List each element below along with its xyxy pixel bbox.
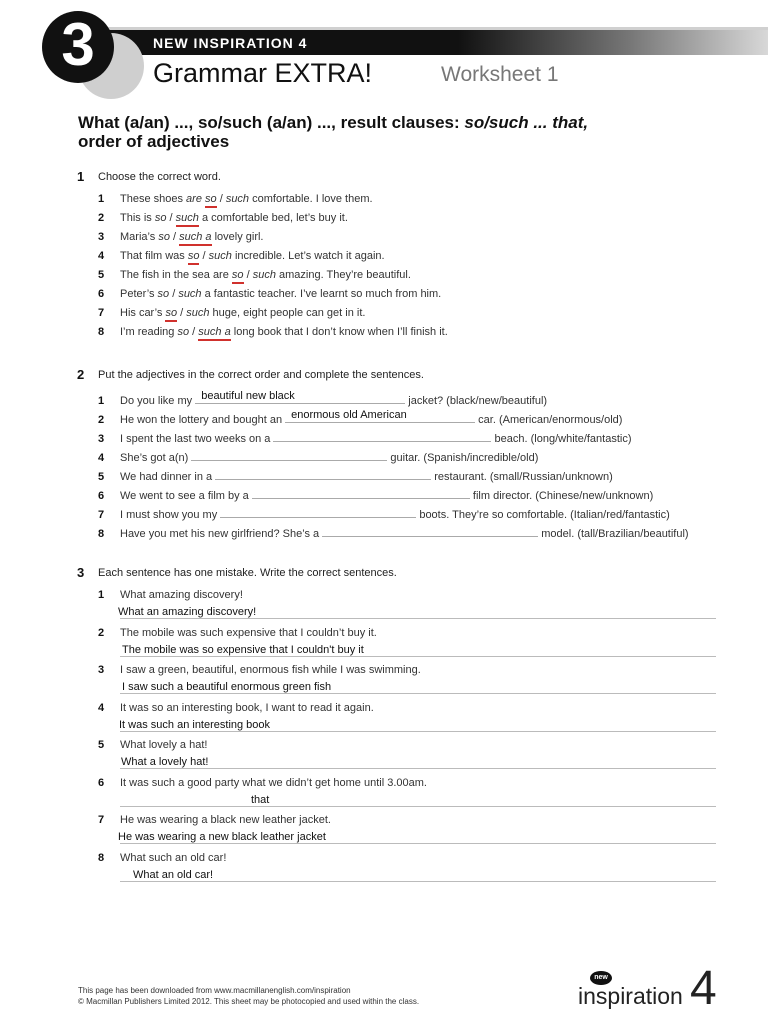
- item-number: 7: [98, 307, 105, 319]
- ex2-item: [98, 448, 538, 464]
- item-number: 7: [98, 814, 105, 826]
- ex1-item: [98, 288, 441, 300]
- option-separator: /: [169, 288, 179, 300]
- option-separator: /: [177, 307, 187, 319]
- exercise-2-number: 2: [77, 367, 85, 382]
- item-number: 5: [98, 269, 105, 281]
- ex1-item: [98, 250, 385, 262]
- option-b[interactable]: such: [186, 307, 210, 319]
- topic-part3: order of adjectives: [78, 132, 230, 151]
- handwritten-answer: enormous old American: [291, 409, 407, 421]
- answer-line[interactable]: [120, 768, 716, 769]
- unit-number: 3: [61, 11, 95, 78]
- ex1-item: [98, 307, 365, 319]
- item-text-after: guitar. (Spanish/incredible/old): [387, 452, 539, 464]
- worksheet-label: Worksheet 1: [441, 63, 559, 86]
- exercise-3-instruction: Each sentence has one mistake. Write the correct sentences.: [98, 567, 397, 579]
- inspiration-logo: [578, 962, 728, 1015]
- series-name: NEW INSPIRATION 4: [153, 35, 308, 51]
- answer-line[interactable]: [120, 618, 716, 619]
- option-b[interactable]: such: [176, 212, 199, 227]
- ex3-item: [98, 627, 377, 639]
- logo-number: 4: [690, 962, 717, 1015]
- item-text-before: Have you met his new girlfriend? She’s a: [120, 528, 323, 540]
- item-sentence: He was wearing a black new leather jacket.: [120, 814, 331, 826]
- logo-new-badge: new: [590, 971, 612, 985]
- option-b[interactable]: such a: [179, 231, 211, 246]
- item-text-before: I spent the last two weeks on a: [120, 433, 274, 445]
- item-sentence: I saw a green, beautiful, enormous fish while I was swimming.: [120, 664, 421, 676]
- ex2-item: [98, 467, 613, 483]
- item-text-before: I’m reading: [120, 326, 178, 338]
- item-text-before: She’s got a(n): [120, 452, 192, 464]
- item-sentence: It was such a good party what we didn’t get home until 3.00am.: [120, 776, 427, 789]
- ex2-item: [98, 486, 653, 502]
- handwritten-answer: What a lovely hat!: [121, 756, 209, 768]
- item-number: 3: [98, 433, 105, 445]
- exercise-1-number: 1: [77, 169, 85, 184]
- option-a[interactable]: so: [188, 250, 200, 265]
- ex1-item: [98, 212, 348, 224]
- answer-line[interactable]: [120, 806, 716, 807]
- option-separator: /: [166, 212, 176, 224]
- item-text-after: long book that I don’t know when I’ll finish it.: [230, 326, 448, 338]
- handwritten-answer: that: [251, 793, 270, 806]
- answer-gap[interactable]: [252, 486, 470, 499]
- item-text-after: huge, eight people can get in it.: [209, 307, 366, 319]
- item-text-before: This is: [120, 212, 155, 224]
- item-text-before: The fish in the sea are: [120, 269, 232, 281]
- ex1-item: [98, 326, 448, 338]
- handwritten-answer: What an amazing discovery!: [118, 606, 257, 618]
- option-a[interactable]: so: [177, 326, 190, 338]
- ex3-item: [98, 777, 427, 789]
- footer-text: [78, 985, 419, 1007]
- item-sentence: What lovely a hat!: [120, 739, 208, 751]
- item-number: 8: [98, 528, 105, 540]
- item-text-before: Maria’s: [120, 231, 159, 243]
- ex2-item: [98, 429, 632, 445]
- option-b[interactable]: such: [178, 288, 202, 300]
- answer-gap[interactable]: [191, 448, 387, 461]
- answer-gap[interactable]: [215, 467, 431, 480]
- exercise-2-instruction: Put the adjectives in the correct order and complete the sentences.: [98, 369, 424, 381]
- answer-gap[interactable]: [195, 391, 405, 404]
- ex1-item: [98, 231, 264, 243]
- topic-part2: so/such ... that,: [464, 113, 589, 132]
- item-text-after: model. (tall/Brazilian/beautiful): [538, 528, 689, 540]
- item-number: 3: [98, 231, 105, 243]
- item-number: 2: [98, 626, 105, 639]
- handwritten-answer: What an old car!: [133, 868, 214, 881]
- option-a[interactable]: so: [165, 307, 177, 322]
- option-a[interactable]: so: [154, 212, 167, 224]
- item-number: 1: [98, 395, 105, 407]
- ex3-item: [98, 702, 374, 714]
- exercise-3-number: 3: [77, 565, 85, 580]
- option-a[interactable]: so: [158, 231, 170, 243]
- item-text-after: amazing. They’re beautiful.: [275, 269, 411, 281]
- item-number: 4: [98, 452, 105, 464]
- answer-gap[interactable]: [220, 505, 416, 518]
- option-separator: /: [199, 250, 209, 262]
- option-b[interactable]: such a: [198, 326, 230, 341]
- exercise-1-instruction: Choose the correct word.: [98, 171, 221, 183]
- item-text-before: I must show you my: [120, 509, 221, 521]
- item-text-before: These shoes: [120, 193, 187, 205]
- item-number: 1: [98, 193, 105, 205]
- topic-part1: What (a/an) ..., so/such (a/an) ..., result clauses:: [78, 113, 465, 132]
- answer-line[interactable]: [120, 843, 716, 844]
- item-number: 6: [98, 776, 105, 789]
- item-text-after: restaurant. (small/Russian/unknown): [431, 471, 613, 483]
- item-text-after: car. (American/enormous/old): [475, 414, 623, 426]
- item-number: 1: [98, 589, 105, 601]
- item-sentence: What amazing discovery!: [120, 589, 243, 601]
- item-text-before: Do you like my: [120, 395, 196, 407]
- answer-line[interactable]: [120, 731, 716, 732]
- answer-line[interactable]: [120, 693, 716, 694]
- option-separator: /: [169, 231, 180, 243]
- ex2-item: [98, 410, 622, 426]
- item-text-after: jacket? (black/new/beautiful): [405, 395, 548, 407]
- topic-heading: [78, 113, 748, 151]
- option-a[interactable]: so: [157, 288, 170, 300]
- item-text-before-italic: are: [186, 193, 206, 205]
- ex1-item: [98, 269, 411, 281]
- item-sentence: What such an old car!: [120, 851, 227, 864]
- ex3-item: [98, 589, 243, 601]
- item-text-before: He won the lottery and bought an: [120, 414, 286, 426]
- ex3-item: [98, 852, 226, 864]
- handwritten-answer: I saw such a beautiful enormous green fish: [122, 681, 332, 693]
- footer-line-1: This page has been downloaded from www.macmillanenglish.com/inspiration: [78, 986, 351, 995]
- item-text-before: We had dinner in a: [120, 471, 216, 483]
- option-separator: /: [216, 193, 226, 205]
- item-text-after: incredible. Let’s watch it again.: [231, 250, 385, 262]
- ex3-item: [98, 739, 207, 751]
- option-b[interactable]: such: [252, 269, 276, 281]
- item-sentence: The mobile was such expensive that I couldn’t buy it.: [120, 626, 377, 639]
- item-number: 2: [98, 414, 105, 426]
- option-b[interactable]: such: [225, 193, 250, 205]
- option-separator: /: [243, 269, 253, 281]
- ex2-item: [98, 505, 670, 521]
- item-number: 6: [98, 490, 105, 502]
- handwritten-answer: beautiful new black: [201, 390, 295, 402]
- item-text-after: a comfortable bed, let’s buy it.: [198, 212, 348, 224]
- item-text-after: film director. (Chinese/new/unknown): [469, 490, 654, 502]
- item-text-after: boots. They’re so comfortable. (Italian/red/fantastic): [416, 509, 670, 521]
- answer-gap[interactable]: [273, 429, 491, 442]
- ex2-item: [98, 524, 689, 540]
- footer-line-2: © Macmillan Publishers Limited 2012. This sheet may be photocopied and used within the class.: [78, 997, 420, 1006]
- item-number: 2: [98, 212, 105, 224]
- item-sentence: It was so an interesting book, I want to read it again.: [120, 701, 374, 714]
- item-text-after: beach. (long/white/fantastic): [491, 433, 632, 445]
- item-text-before: His car’s: [120, 307, 166, 319]
- answer-gap[interactable]: [322, 524, 538, 537]
- item-text-before: Peter’s: [120, 288, 158, 300]
- item-number: 7: [98, 509, 105, 521]
- item-number: 5: [98, 471, 105, 483]
- handwritten-answer: The mobile was so expensive that I couldn't buy it: [122, 643, 364, 656]
- item-text-before: That film was: [120, 250, 188, 262]
- option-b[interactable]: such: [208, 250, 232, 262]
- logo-text: inspiration: [578, 983, 683, 1009]
- option-a[interactable]: so: [232, 269, 244, 284]
- item-number: 8: [98, 326, 105, 338]
- item-number: 4: [98, 250, 105, 262]
- item-number: 4: [98, 701, 105, 714]
- option-a[interactable]: so: [205, 193, 217, 208]
- ex3-item: [98, 664, 421, 676]
- item-text-after: comfortable. I love them.: [249, 193, 373, 205]
- option-separator: /: [189, 326, 199, 338]
- item-text-before: We went to see a film by a: [120, 490, 252, 502]
- item-text-after: a fantastic teacher. I’ve learnt so much from him.: [201, 288, 442, 300]
- handwritten-answer: It was such an interesting book: [119, 718, 271, 731]
- answer-gap[interactable]: [285, 410, 475, 423]
- item-number: 8: [98, 851, 105, 864]
- ex3-item: [98, 814, 331, 826]
- item-number: 3: [98, 664, 105, 676]
- ex2-item: [98, 391, 547, 407]
- answer-line[interactable]: [120, 881, 716, 882]
- item-text-after: lovely girl.: [211, 231, 264, 243]
- item-number: 5: [98, 739, 105, 751]
- handwritten-answer: He was wearing a new black leather jacket: [118, 831, 326, 843]
- ex1-item: [98, 193, 373, 205]
- answer-line[interactable]: [120, 656, 716, 657]
- item-number: 6: [98, 288, 105, 300]
- page-title: Grammar EXTRA!: [153, 58, 373, 88]
